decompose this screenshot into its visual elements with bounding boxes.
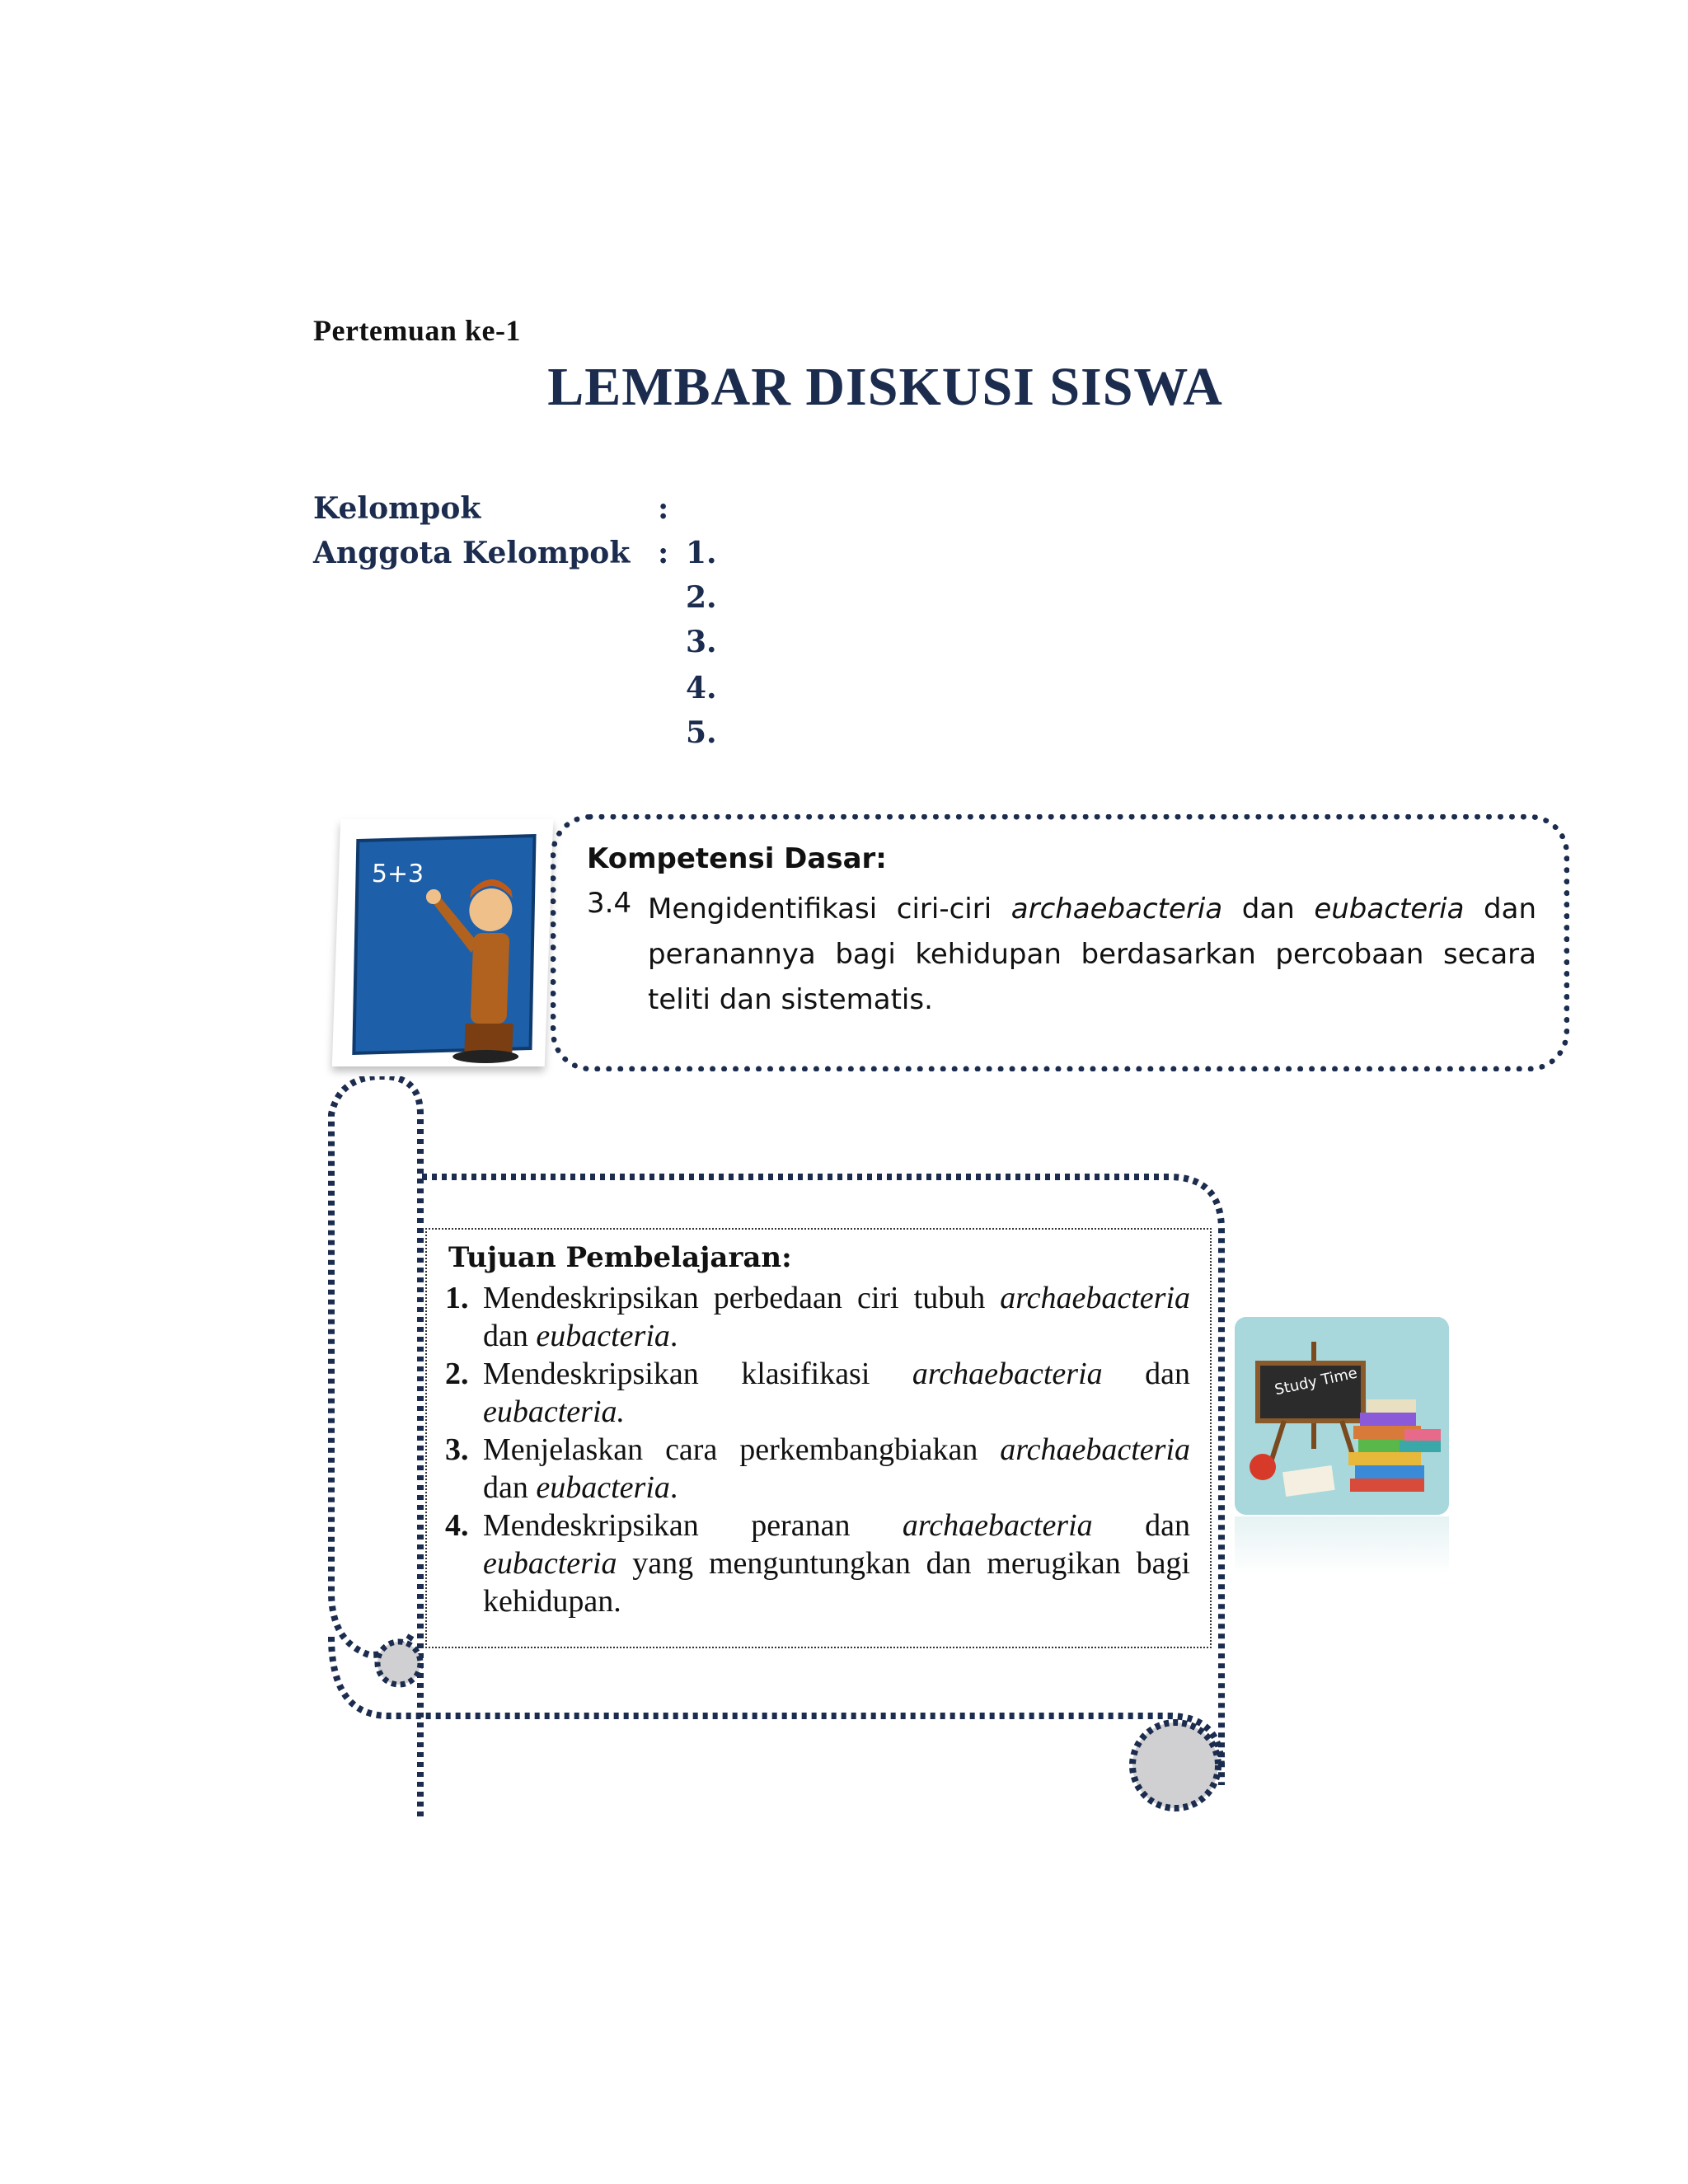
list-item: 3. Menjelaskan cara perkembangbiakan archaebacteria dan eubacteria. <box>445 1432 1190 1505</box>
competency-title: Kompetensi Dasar: <box>587 842 887 875</box>
member-3: 3. <box>686 625 717 659</box>
board-equation: 5+3 <box>371 860 424 888</box>
teacher-chalkboard-icon <box>332 819 553 1066</box>
study-time-illustration <box>1235 1317 1449 1515</box>
books-chalkboard-icon <box>1235 1317 1449 1515</box>
objectives-list <box>445 1279 1190 1620</box>
member-2: 2. <box>686 580 717 615</box>
group-colon: : <box>658 491 669 526</box>
teacher-illustration <box>332 819 553 1066</box>
competency-number: 3.4 <box>587 887 632 920</box>
list-item: 4. Mendeskripsikan peranan archaebacteria dan eubacteria yang menguntungkan dan merugikan bagi kehidupan. <box>445 1508 1190 1619</box>
member-5: 5. <box>686 715 717 750</box>
group-label: Kelompok <box>313 491 481 526</box>
meeting-label: Pertemuan ke-1 <box>313 314 521 347</box>
study-board-text: Study Time <box>1273 1364 1359 1399</box>
list-item: 1. Mendeskripsikan perbedaan ciri tubuh archaebacteria dan eubacteria. <box>445 1281 1190 1353</box>
objectives-title: Tujuan Pembelajaran: <box>448 1241 792 1274</box>
study-reflection <box>1235 1516 1449 1574</box>
members-colon: : <box>658 536 669 570</box>
member-4: 4. <box>686 671 717 705</box>
list-item: 2. Mendeskripsikan klasifikasi archaebacteria dan eubacteria. <box>445 1357 1190 1429</box>
page-title: LEMBAR DISKUSI SISWA <box>547 357 1223 417</box>
competency-text: Mengidentifikasi ciri-ciri archaebacteria dan eubacteria dan peranannya bagi kehidupan berdasarkan percobaan secara teliti dan sistematis. <box>648 893 1536 1016</box>
members-label: Anggota Kelompok <box>313 536 631 570</box>
member-1: 1. <box>686 536 717 570</box>
